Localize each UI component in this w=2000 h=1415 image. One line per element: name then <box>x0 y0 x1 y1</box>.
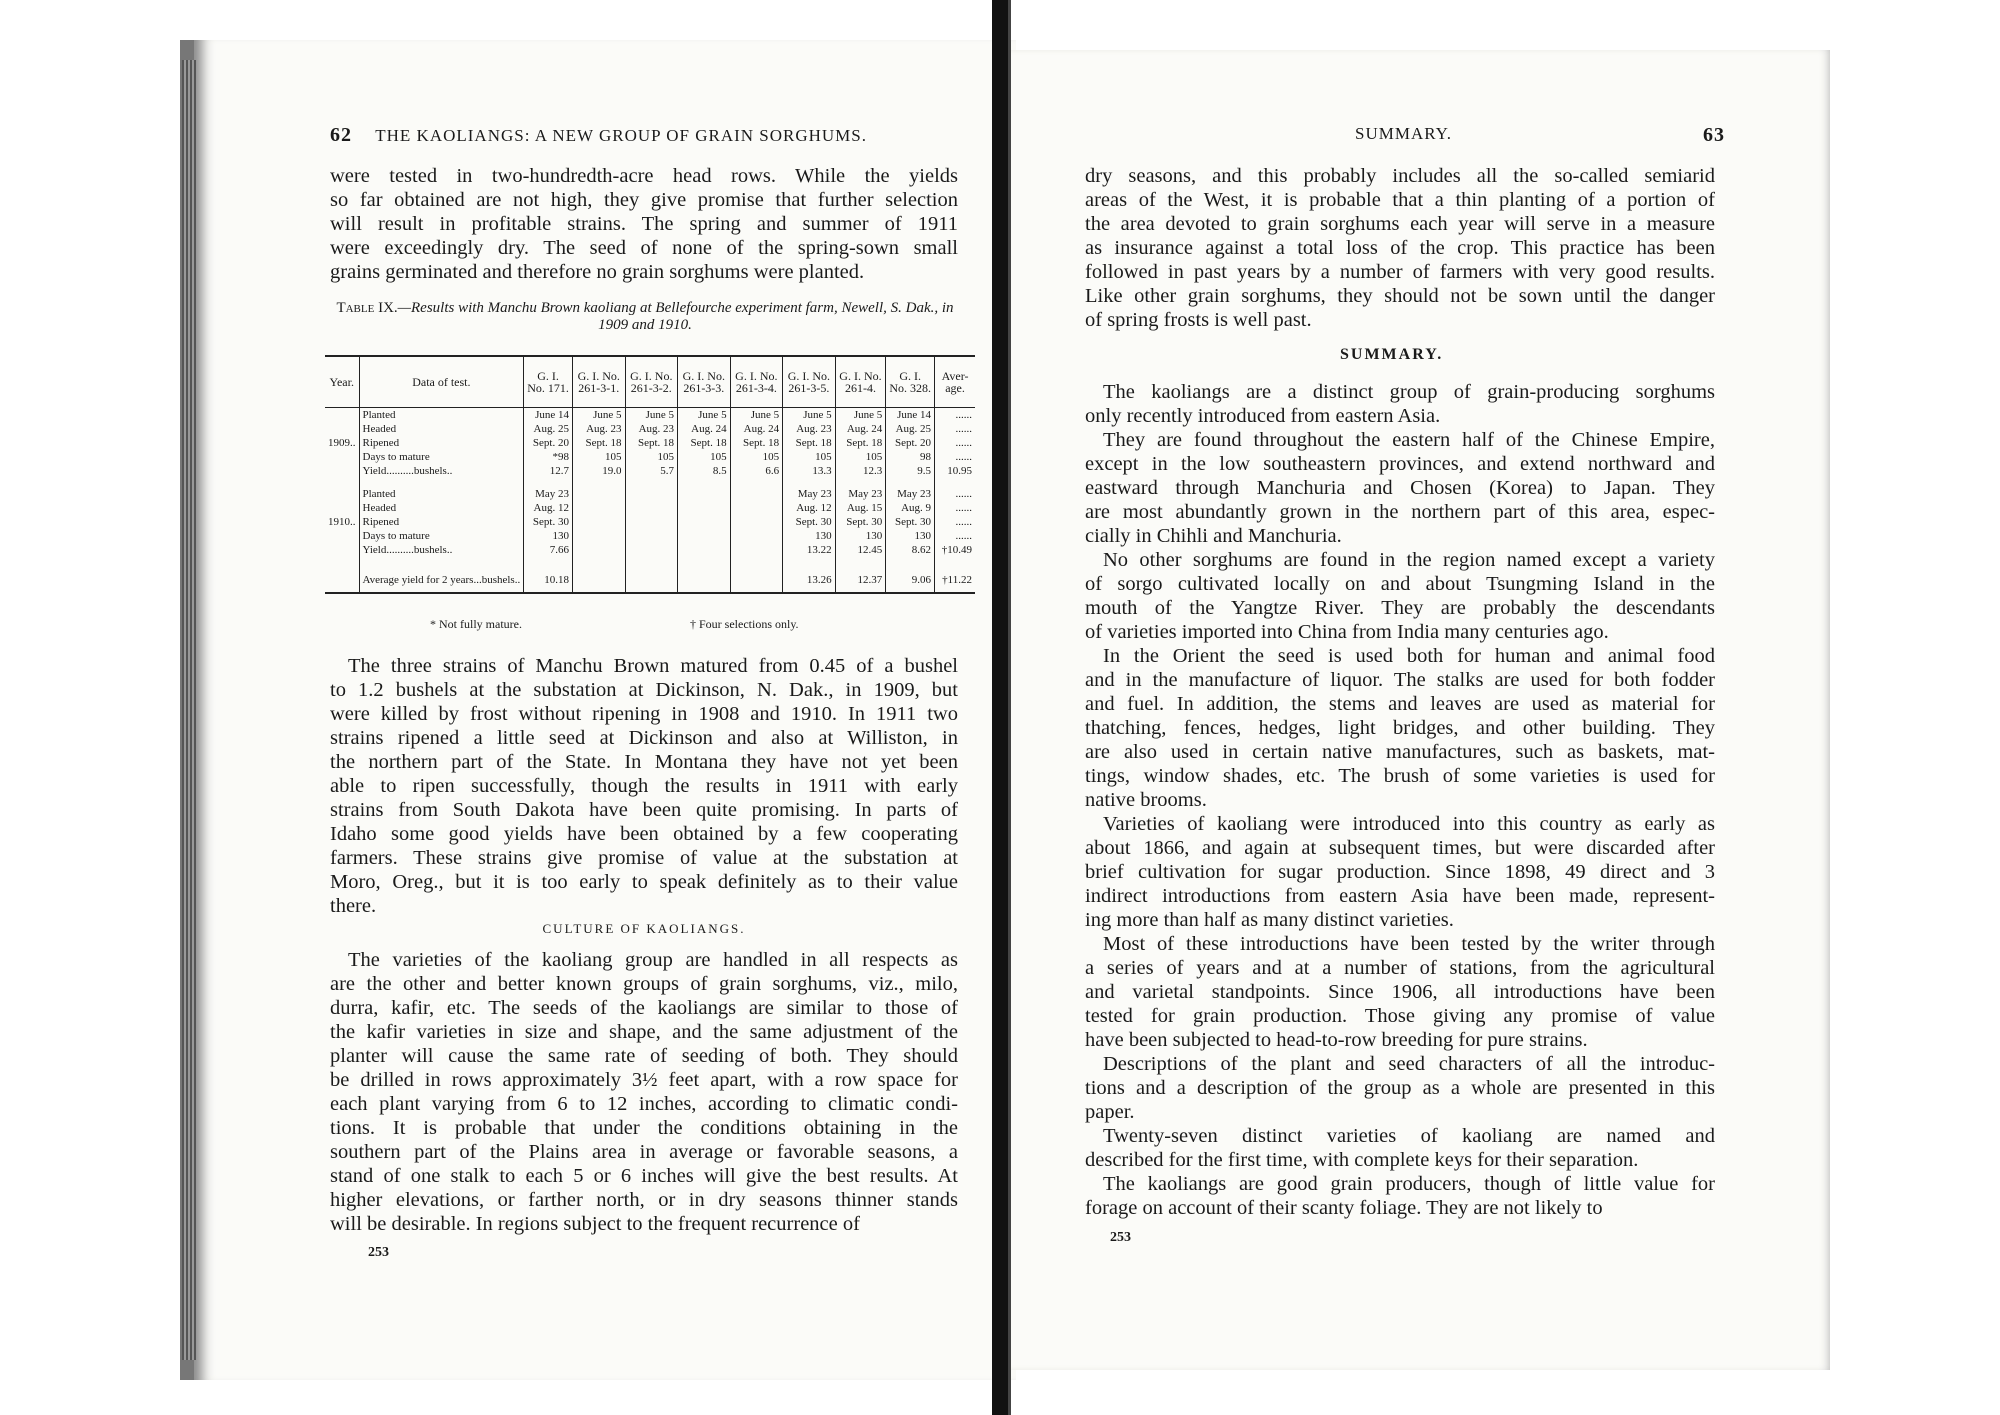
text-line: followed in past years by a number of farmers with very good results. <box>1085 261 1715 283</box>
table-cell: 105 <box>625 450 678 464</box>
left-paragraph-culture <box>330 948 958 1236</box>
text-line: Moro, Oreg., but it is too early to speak definitely as to their value <box>330 871 958 893</box>
table-cell: June 5 <box>783 408 836 423</box>
right-page-number: 63 <box>1703 124 1725 146</box>
text-line: durra, kafir, etc. The seeds of the kaoliangs are similar to those of <box>330 997 958 1019</box>
table-cell <box>678 501 731 515</box>
summary-line: have been subjected to head-to-row breeding for pure strains. <box>1085 1029 1588 1051</box>
text-line: strains from South Dakota have been quite promising. In parts of <box>330 799 958 821</box>
table-cell <box>730 501 783 515</box>
table-cell: 105 <box>572 450 625 464</box>
table-cell: May 23 <box>835 487 886 501</box>
table-cell: Aug. 25 <box>524 422 573 436</box>
table-cell: 10.95 <box>935 464 975 487</box>
table-cell: ...... <box>935 436 975 450</box>
results-table <box>325 355 975 594</box>
table-cell: ...... <box>935 450 975 464</box>
table-row <box>325 408 975 423</box>
table-header-cell: G. I. No. 328. <box>886 356 935 408</box>
text-line: planter will cause the same rate of seeding of both. They should <box>330 1045 958 1067</box>
table-cell: Sept. 30 <box>886 515 935 529</box>
summary-line: forage on account of their scanty foliage. They are not likely to <box>1085 1197 1603 1219</box>
table-header-cell: G. I. No. 261-3-4. <box>730 356 783 408</box>
table-cell: 98 <box>886 450 935 464</box>
table-cell: *98 <box>524 450 573 464</box>
summary-line: No other sorghums are found in the region named except a variety <box>1103 549 1715 571</box>
table-cell: ...... <box>935 501 975 515</box>
table-cell: 8.5 <box>678 464 731 487</box>
table-cell: 7.66 <box>524 543 573 566</box>
table-cell <box>325 543 359 566</box>
table-cell: Headed <box>359 501 524 515</box>
table-cell: ...... <box>935 487 975 501</box>
summary-line: and fuel. In addition, the stems and leaves are used as material for <box>1085 693 1715 715</box>
summary-line: thatching, fences, hedges, light bridges, and other building. They <box>1085 717 1715 739</box>
summary-heading: SUMMARY. <box>1340 346 1444 363</box>
table-cell: Aug. 12 <box>783 501 836 515</box>
table-cell: 10.18 <box>524 566 573 593</box>
summary-line: tings, window shades, etc. The brush of some varieties is used for <box>1085 765 1715 787</box>
summary-line: a series of years and at a number of stations, from the agricultural <box>1085 957 1715 979</box>
table-cell <box>572 487 625 501</box>
text-line: will be desirable. In regions subject to the frequent recurrence of <box>330 1213 860 1235</box>
summary-line: described for the first time, with complete keys for their separation. <box>1085 1149 1639 1171</box>
table-cell: June 5 <box>572 408 625 423</box>
left-paragraph-manchu <box>330 654 958 918</box>
summary-line: tions and a description of the group as a whole are presented in this <box>1085 1077 1715 1099</box>
table-cell: 13.22 <box>783 543 836 566</box>
table-cell <box>730 543 783 566</box>
left-intro-text <box>330 164 958 284</box>
table-cell <box>625 543 678 566</box>
left-page-number: 62 <box>330 124 352 146</box>
table-cell: 105 <box>730 450 783 464</box>
text-line: grains germinated and therefore no grain sorghums were planted. <box>330 261 865 283</box>
text-line: The three strains of Manchu Brown matured from 0.45 of a bushel <box>348 655 958 677</box>
table-cell: Aug. 24 <box>835 422 886 436</box>
table-cell: Aug. 23 <box>572 422 625 436</box>
summary-text <box>1085 380 1715 1220</box>
table-cell: ...... <box>935 422 975 436</box>
table-cell: 1910.. <box>328 516 356 528</box>
table-cell <box>325 529 359 543</box>
table-cell <box>325 566 359 593</box>
summary-line: and varietal standpoints. Since 1906, all introductions have been <box>1085 981 1715 1003</box>
table-header-cell: Year. <box>325 356 359 408</box>
table-cell <box>572 515 625 529</box>
text-line: each plant varying from 6 to 12 inches, according to climatic condi- <box>330 1093 958 1115</box>
table-cell <box>678 515 731 529</box>
table-row <box>325 543 975 566</box>
text-line: Like other grain sorghums, they should not be sown until the danger <box>1085 285 1715 307</box>
right-signature: 253 <box>1110 1230 1131 1245</box>
table-cell: Days to mature <box>359 450 524 464</box>
summary-line: are most abundantly grown in the northern part of this area, espec- <box>1085 501 1715 523</box>
summary-line: indirect introductions from eastern Asia have been made, represent- <box>1085 885 1715 907</box>
table-cell <box>625 515 678 529</box>
table-cell: June 14 <box>524 408 573 423</box>
table-cell: 12.3 <box>835 464 886 487</box>
table-cell: Sept. 30 <box>835 515 886 529</box>
table-header-cell: G. I. No. 261-3-3. <box>678 356 731 408</box>
page-edges <box>182 60 196 1360</box>
table-header-cell: G. I. No. 171. <box>524 356 573 408</box>
table-cell: 6.6 <box>730 464 783 487</box>
left-running-title: THE KAOLIANGS: A NEW GROUP OF GRAIN SORGHUMS. <box>375 126 868 145</box>
table-cell: Sept. 18 <box>835 436 886 450</box>
table-cell: Ripened <box>359 515 524 529</box>
table-cell <box>678 487 731 501</box>
summary-line: brief cultivation for sugar production. Since 1898, 49 direct and 3 <box>1085 861 1715 883</box>
table-row <box>325 529 975 543</box>
text-line: farmers. These strains give promise of value at the substation at <box>330 847 958 869</box>
table-cell: Aug. 23 <box>783 422 836 436</box>
table-cell: Sept. 18 <box>783 436 836 450</box>
table-cell: Sept. 20 <box>524 436 573 450</box>
table-cell: †11.22 <box>935 566 975 593</box>
text-line: will result in profitable strains. The spring and summer of 1911 <box>330 213 958 235</box>
table-cell: June 5 <box>678 408 731 423</box>
summary-line: mouth of the Yangtze River. They are probably the descendants <box>1085 597 1715 619</box>
text-line: were tested in two-hundredth-acre head rows. While the yields <box>330 165 958 187</box>
left-signature: 253 <box>368 1245 389 1260</box>
text-line: tions. It is probable that under the conditions obtaining in the <box>330 1117 958 1139</box>
summary-line: tested for grain production. Those giving any promise of value <box>1085 1005 1715 1027</box>
table-cell <box>325 422 359 436</box>
table-cell: Yield..........bushels.. <box>359 464 524 487</box>
culture-section-heading: CULTURE OF KAOLIANGS. <box>542 921 746 936</box>
table-cell: 130 <box>524 529 573 543</box>
summary-line: except in the low southeastern provinces, and extend northward and <box>1085 453 1715 475</box>
summary-line: Descriptions of the plant and seed characters of all the introduc- <box>1103 1053 1715 1075</box>
left-running-head <box>330 124 867 147</box>
table-header-cell: Aver- age. <box>935 356 975 408</box>
table-cell: 105 <box>835 450 886 464</box>
table-cell: ...... <box>935 515 975 529</box>
table-cell: Aug. 24 <box>678 422 731 436</box>
table-cell <box>625 501 678 515</box>
summary-line: of sorgo cultivated locally on and about Tsungming Island in the <box>1085 573 1715 595</box>
summary-line: eastward through Manchuria and Chosen (Korea) to Japan. They <box>1085 477 1715 499</box>
table-cell <box>325 487 359 501</box>
table-cell: June 5 <box>625 408 678 423</box>
summary-line: ing more than half as many distinct varieties. <box>1085 909 1454 931</box>
table-caption-text: —Results with Manchu Brown kaoliang at Bellefourche experiment farm, Newell, S. Dak., in 1909 and 1910. <box>397 300 954 333</box>
right-intro-text <box>1085 164 1715 332</box>
table-cell: Average yield for 2 years...bushels.. <box>359 566 524 593</box>
table-cell: Headed <box>359 422 524 436</box>
table-cell: 105 <box>783 450 836 464</box>
text-line: are the other and better known groups of grain sorghums, viz., milo, <box>330 973 958 995</box>
text-line: areas of the West, it is probable that a thin planting of a portion of <box>1085 189 1715 211</box>
table-cell: Planted <box>359 408 524 423</box>
table-cell <box>678 543 731 566</box>
table-cell: Aug. 25 <box>886 422 935 436</box>
table-cell: June 5 <box>835 408 886 423</box>
table-cell: 130 <box>886 529 935 543</box>
table-cell: 130 <box>835 529 886 543</box>
summary-line: The kaoliangs are a distinct group of grain-producing sorghums <box>1103 381 1715 403</box>
text-line: so far obtained are not high, they give promise that further selection <box>330 189 958 211</box>
table-cell: Aug. 12 <box>524 501 573 515</box>
table-row <box>325 515 975 529</box>
table-header-cell: G. I. No. 261-4. <box>835 356 886 408</box>
table-cell: 9.5 <box>886 464 935 487</box>
footnote-not-mature: * Not fully mature. <box>430 617 522 631</box>
table-cell <box>625 487 678 501</box>
text-line: able to ripen successfully, though the results in 1911 with early <box>330 775 958 797</box>
table-cell: Planted <box>359 487 524 501</box>
table-cell: ...... <box>935 408 975 423</box>
table-cell: 8.62 <box>886 543 935 566</box>
text-line: there. <box>330 895 377 917</box>
summary-line: The kaoliangs are good grain producers, though of little value for <box>1103 1173 1715 1195</box>
table-cell: Sept. 18 <box>730 436 783 450</box>
table-row <box>325 436 975 450</box>
summary-line: Varieties of kaoliang were introduced into this country as early as <box>1103 813 1715 835</box>
table-row <box>325 501 975 515</box>
table-cell <box>730 529 783 543</box>
table-cell: Sept. 30 <box>783 515 836 529</box>
summary-line: In the Orient the seed is used both for human and animal food <box>1103 645 1715 667</box>
text-line: The varieties of the kaoliang group are handled in all respects as <box>348 949 958 971</box>
table-header-cell: Data of test. <box>359 356 524 408</box>
summary-line: only recently introduced from eastern Asia. <box>1085 405 1441 427</box>
summary-line: They are found throughout the eastern half of the Chinese Empire, <box>1103 429 1715 451</box>
table-row <box>325 450 975 464</box>
table-cell <box>730 515 783 529</box>
table-cell: May 23 <box>886 487 935 501</box>
table-cell: Sept. 30 <box>524 515 573 529</box>
table-cell: 12.37 <box>835 566 886 593</box>
table-cell <box>325 501 359 515</box>
table-cell <box>325 464 359 487</box>
table-cell: 13.3 <box>783 464 836 487</box>
table-cell: Aug. 15 <box>835 501 886 515</box>
table-cell: Sept. 20 <box>886 436 935 450</box>
text-line: were killed by frost without ripening in 1908 and 1910. In 1911 two <box>330 703 958 725</box>
table-row <box>325 566 975 593</box>
table-cell: 12.45 <box>835 543 886 566</box>
text-line: the kafir varieties in size and shape, and the same adjustment of the <box>330 1021 958 1043</box>
table-cell: May 23 <box>524 487 573 501</box>
summary-line: Most of these introductions have been tested by the writer through <box>1103 933 1715 955</box>
summary-line: cially in Chihli and Manchuria. <box>1085 525 1342 547</box>
summary-line: and in the manufacture of liquor. The stalks are used for both fodder <box>1085 669 1715 691</box>
table-cell: Sept. 18 <box>572 436 625 450</box>
table-cell: †10.49 <box>935 543 975 566</box>
summary-line: Twenty-seven distinct varieties of kaoliang are named and <box>1103 1125 1715 1147</box>
summary-line: are also used in certain native manufactures, such as baskets, mat- <box>1085 741 1715 763</box>
table-cell <box>572 501 625 515</box>
text-line: be drilled in rows approximately 3½ feet apart, with a row space for <box>330 1069 958 1091</box>
table-row <box>325 422 975 436</box>
table-row <box>325 464 975 487</box>
text-line: of spring frosts is well past. <box>1085 309 1312 331</box>
text-line: stand of one stalk to each 5 or 6 inches will give the best results. At <box>330 1165 958 1187</box>
table-row <box>325 487 975 501</box>
table-cell: 105 <box>678 450 731 464</box>
table-cell <box>572 566 625 593</box>
text-line: the area devoted to grain sorghums each year will serve in a measure <box>1085 213 1715 235</box>
table-cell: 9.06 <box>886 566 935 593</box>
text-line: higher elevations, or farther north, or in dry seasons thinner stands <box>330 1189 958 1211</box>
text-line: the northern part of the State. In Montana they have not yet been <box>330 751 958 773</box>
table-cell <box>325 450 359 464</box>
table-cell: 1909.. <box>328 437 356 449</box>
table-cell <box>625 529 678 543</box>
table-header-cell: G. I. No. 261-3-2. <box>625 356 678 408</box>
table-cell <box>730 487 783 501</box>
table-cell <box>678 566 731 593</box>
table-cell <box>678 529 731 543</box>
text-line: dry seasons, and this probably includes all the so-called semiarid <box>1085 165 1715 187</box>
table-caption <box>325 300 965 334</box>
summary-line: paper. <box>1085 1101 1135 1123</box>
text-line: as insurance against a total loss of the crop. This practice has been <box>1085 237 1715 259</box>
table-cell <box>730 566 783 593</box>
table-caption-label: Table IX. <box>336 300 398 316</box>
summary-line: about 1866, and again at subsequent times, but were discarded after <box>1085 837 1715 859</box>
text-line: were exceedingly dry. The seed of none of the spring-sown small <box>330 237 958 259</box>
table-cell <box>572 543 625 566</box>
table-cell: ...... <box>935 529 975 543</box>
text-line: southern part of the Plains area in average or favorable seasons, a <box>330 1141 958 1163</box>
table-header-cell: G. I. No. 261-3-5. <box>783 356 836 408</box>
table-cell: June 14 <box>886 408 935 423</box>
gutter-line <box>1008 0 1011 1415</box>
table-cell: Yield..........bushels.. <box>359 543 524 566</box>
table-cell <box>572 529 625 543</box>
table-cell: Aug. 9 <box>886 501 935 515</box>
table-cell: 13.26 <box>783 566 836 593</box>
table-cell: 19.0 <box>572 464 625 487</box>
table-cell: Days to mature <box>359 529 524 543</box>
text-line: Idaho some good yields have been obtained by a few cooperating <box>330 823 958 845</box>
table-cell: 5.7 <box>625 464 678 487</box>
table-cell: 130 <box>783 529 836 543</box>
table-cell <box>625 566 678 593</box>
table-cell: Sept. 18 <box>625 436 678 450</box>
table-cell: 12.7 <box>524 464 573 487</box>
summary-line: of varieties imported into China from India many centuries ago. <box>1085 621 1609 643</box>
table-cell: Sept. 18 <box>678 436 731 450</box>
table-cell: Ripened <box>359 436 524 450</box>
table-cell: May 23 <box>783 487 836 501</box>
table-cell: Aug. 24 <box>730 422 783 436</box>
table-header-cell: G. I. No. 261-3-1. <box>572 356 625 408</box>
table-cell <box>325 408 359 423</box>
summary-line: native brooms. <box>1085 789 1207 811</box>
text-line: to 1.2 bushels at the substation at Dickinson, N. Dak., in 1909, but <box>330 679 958 701</box>
table-cell: Aug. 23 <box>625 422 678 436</box>
right-running-title: SUMMARY. <box>1355 124 1452 143</box>
text-line: strains ripened a little seed at Dickinson and also at Williston, in <box>330 727 958 749</box>
table-cell: June 5 <box>730 408 783 423</box>
footnote-four-selections: † Four selections only. <box>690 617 799 631</box>
